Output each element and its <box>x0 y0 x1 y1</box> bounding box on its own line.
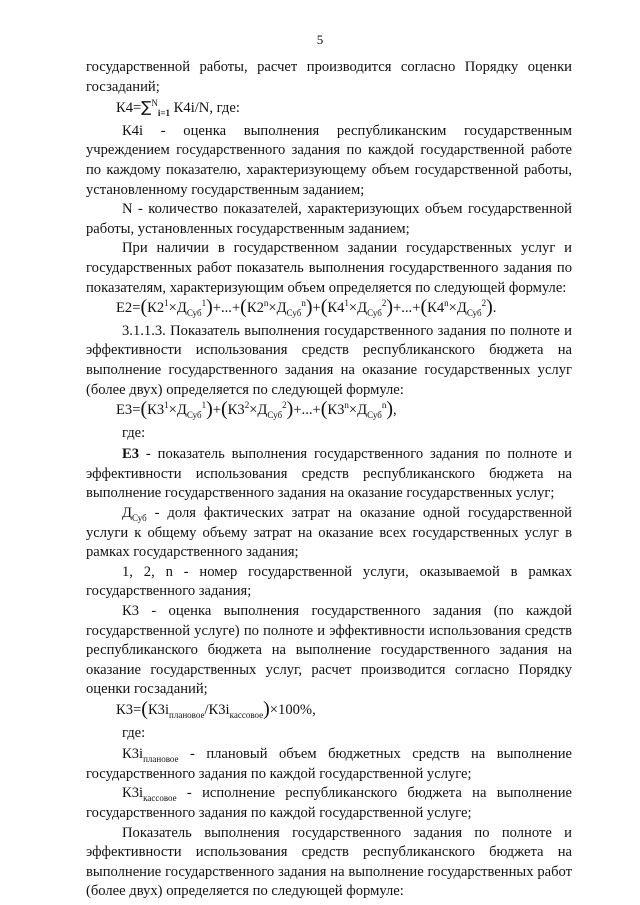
paragraph-e3-def-text: - показатель выполнения государственного задания по полноте и эффективности использования средств республиканского бюджета на выполнение государственного задания на оказание государственных услуг; <box>86 446 572 502</box>
label-where-1: где: <box>122 424 146 441</box>
formula-e2-d-b: ×Д <box>268 300 287 317</box>
formula-e2-sub-b: Суб <box>286 308 302 319</box>
formula-e2-k4-a: К4 <box>327 300 345 317</box>
formula-e3-d-c: ×Д <box>348 402 368 419</box>
term-k3i-kass-sub: кассовое <box>143 793 177 804</box>
formula-k4 <box>86 98 572 119</box>
formula-e2-d-d: ×Д <box>448 300 467 317</box>
formula-e3-sub-c: Суб <box>367 410 382 420</box>
formula-e3-sub-a: Суб <box>186 410 202 420</box>
formula-e2-sub-a: Суб <box>186 308 202 319</box>
formula-k3-num: К3i <box>147 702 170 718</box>
formula-k4-lhs: К4= <box>116 100 142 117</box>
formula-e2-dsup-b: n <box>301 298 306 309</box>
page-number: 5 <box>316 32 324 47</box>
term-k3i-kass: К3i <box>122 785 144 802</box>
formula-e2-end: . <box>492 300 497 317</box>
formula-k3-num-sub: плановое <box>169 709 205 720</box>
sum-upper-limit: N <box>151 98 158 109</box>
paragraph-e2-intro: При наличии в государственном задании государственных услуг и государственных работ показатель выполнения государственного задания по показателям, характеризующим объем определяется по следующей формуле: <box>86 240 572 296</box>
document-body <box>86 58 572 902</box>
formula-e3-k3-c: К3 <box>327 402 345 419</box>
formula-e2-sup-d: n <box>444 298 449 309</box>
paragraph-k3-plan-text: - плановый объем бюджетных средств на выполнение государственного задания по каждой государственной услуге; <box>86 746 572 782</box>
formula-e2-op-c: +...+ <box>393 300 421 317</box>
label-where-2: где: <box>122 724 146 741</box>
formula-e3-k3-b: К3 <box>227 402 245 419</box>
paragraph-dsub-def-text: - доля фактических затрат на оказание одной государственной услуги к общему объему затрат на оказание всех государственных услуг в рамках государственного задания; <box>86 505 572 561</box>
paragraph-k3-def: К3 - оценка выполнения государственного задания (по каждой государственной услуге) по полноте и эффективности использования средств республиканского бюджета на выполнение государственного задания на оказание государственных услуг, расчет производится согласно Порядку оценки госзаданий; <box>86 603 572 698</box>
formula-e3-dsup-c: n <box>381 400 387 411</box>
formula-e3-op-a: + <box>212 402 221 419</box>
formula-e3-dsup-a: 1 <box>201 400 207 411</box>
paragraph-e3-def <box>86 445 572 504</box>
formula-e2-sub-d: Суб <box>466 308 482 319</box>
paragraph-k3-plan <box>86 745 572 784</box>
formula-e2-sub-c: Суб <box>367 308 382 319</box>
formula-k4-tail: , где: <box>209 100 240 117</box>
formula-e2-k2-a: К2 <box>147 300 165 317</box>
formula-e2-dsup-c: 2 <box>381 298 387 309</box>
term-e3: Е3 <box>122 446 140 463</box>
formula-e2-sup-b: n <box>263 298 269 309</box>
sum-symbol: ∑ <box>141 98 152 117</box>
formula-k3-tail: ×100%, <box>269 702 316 718</box>
paragraph-dsub-def <box>86 504 572 563</box>
formula-e3-sup-a: 1 <box>164 400 169 411</box>
formula-e3-k3-a: К3 <box>147 402 165 419</box>
term-k3i-plan-sub: плановое <box>143 754 179 765</box>
paragraph-k3-kass <box>86 784 572 823</box>
formula-e2-d-c: ×Д <box>348 300 368 317</box>
formula-k3-slash: / <box>204 702 209 718</box>
formula-e2-dsup-d: 2 <box>481 298 487 309</box>
formula-e2-d-a: ×Д <box>168 300 187 317</box>
formula-e3-d-b: ×Д <box>249 402 268 419</box>
term-d: Д <box>122 505 132 522</box>
formula-k3: $К3=(К3i_{плановое}/К3i_{кассовое})\times 100\%$, <box>116 698 316 720</box>
formula-e2-sup-c: 1 <box>344 298 349 309</box>
formula-k3-lhs: К3= <box>116 702 142 718</box>
formula-e2-k4-b: К4 <box>427 300 445 317</box>
formula-e3-op-b: +...+ <box>293 402 321 419</box>
sum-lower-limit: i=1 <box>157 108 171 119</box>
formula-e2-k2-b: К2 <box>246 300 264 317</box>
formula-e2-sup-a: 1 <box>164 298 169 309</box>
formula-e3-d-a: ×Д <box>168 402 187 419</box>
term-k3i-plan: К3i <box>122 746 144 763</box>
formula-e2-op-b: + <box>312 300 321 317</box>
formula-e3-sub-b: Суб <box>267 410 283 420</box>
formula-e3-dsup-b: 2 <box>282 400 287 411</box>
formula-e3-sup-b: 2 <box>244 400 250 411</box>
formula-e2-op-a: +...+ <box>212 300 241 317</box>
formula-k3-den: К3i <box>208 702 230 718</box>
formula-e3-end: , <box>393 402 397 419</box>
paragraph-top: государственной работы, расчет производится согласно Порядку оценки госзаданий; <box>86 59 572 95</box>
formula-e2-lhs: Е2= <box>116 300 141 317</box>
term-d-sub: Суб <box>131 512 147 523</box>
formula-e2-dsup-a: 1 <box>201 298 207 309</box>
formula-e3-lhs: Е3= <box>116 402 141 419</box>
formula-e2: $Е2=(К2^1\times Д_{Суб}^1)+...+(К2^n\times Д_{Суб}^n)+(К4^1\times Д_{Суб}^2)+...+(К4^n\times Д_{Суб}^2)$. <box>116 296 497 319</box>
formula-e3: $Е3=(К3^1\times Д_{Суб}^1)+(К3^2\times Д_{Суб}^2)+...+(К3^n\times Д_{Суб}^n)$, <box>116 398 397 421</box>
paragraph-numbers: 1, 2, n - номер государственной услуги, оказываемой в рамках государственного задания; <box>86 563 572 600</box>
paragraph-n: N - количество показателей, характеризующих объем государственной работы, установленных государственным заданием; <box>86 201 572 237</box>
paragraph-last: Показатель выполнения государственного задания по полноте и эффективности использования средств республиканского бюджета на выполнение государственного задания на выполнение государственных работ (более двух) определяется по следующей формуле: <box>86 824 572 900</box>
paragraph-k3-kass-text: - исполнение республиканского бюджета на выполнение государственного задания по каждой государственной услуге; <box>86 785 572 821</box>
formula-k4-term: К4i/N <box>173 100 210 117</box>
formula-e3-sup-c: n <box>344 400 349 411</box>
paragraph-e3-intro: 3.1.1.3. Показатель выполнения государственного задания по полноте и эффективности использования средств республиканского бюджета на выполнение государственного задания на оказание государственных услуг (более двух) определяется по следующей формуле: <box>86 322 572 398</box>
formula-k3-den-sub: кассовое <box>229 709 264 720</box>
paragraph-k4i: К4i - оценка выполнения республиканским государственным учреждением государственного задания по каждой государственной работе по каждому показателю, характеризующему объем государственной работы, установленному государственным заданием; <box>86 122 572 198</box>
